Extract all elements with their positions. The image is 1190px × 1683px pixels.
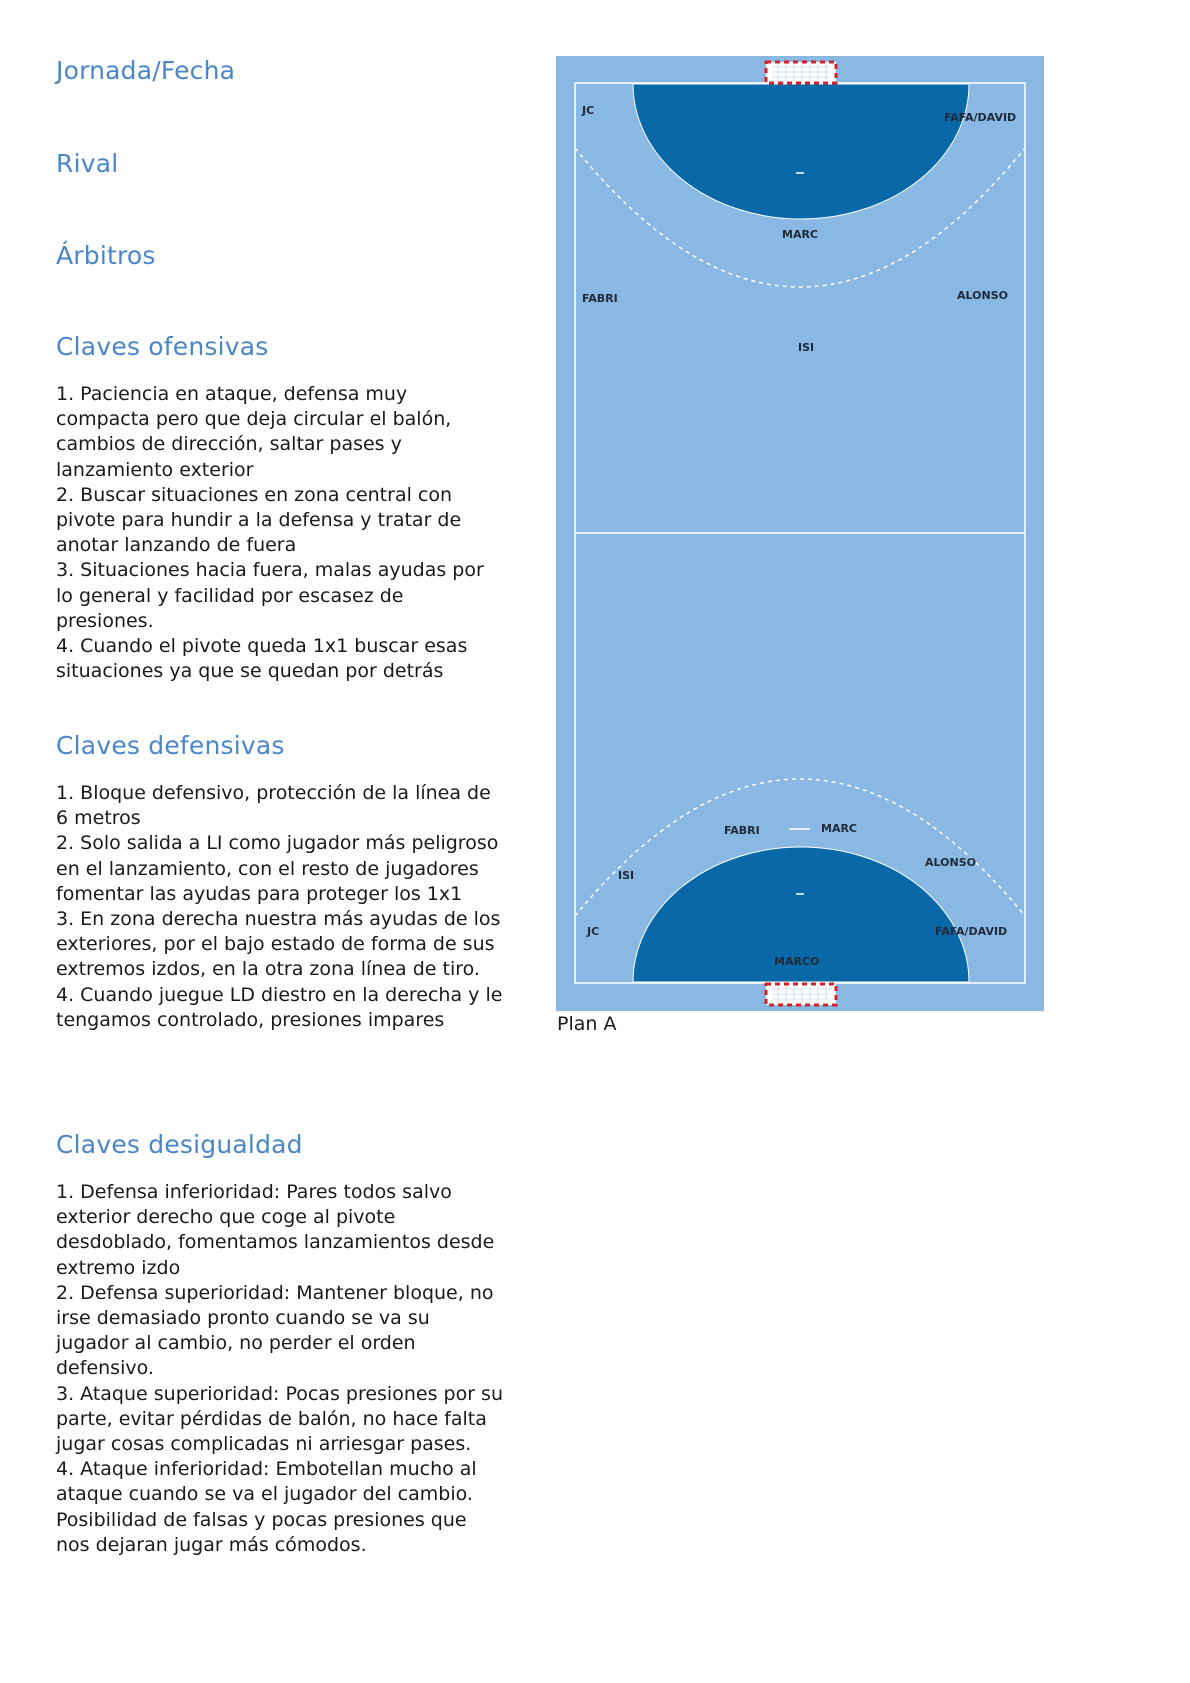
offensive-keys-section: [56, 332, 506, 684]
defensive-keys-section: [56, 731, 506, 1033]
defensive-key-item: 4. Cuando juegue LD diestro en la derecha y le tengamos controlado, presiones impares: [56, 983, 503, 1031]
offensive-key-item: 1. Paciencia en ataque, defensa muy compacta pero que deja circular el balón, cambios de dirección, saltar pases y lanzamiento exterior: [56, 383, 452, 481]
player-label-jc-bottom: JC: [587, 925, 600, 938]
player-label-fabri-top: FABRI: [582, 292, 618, 305]
offensive-key-item: 3. Situaciones hacia fuera, malas ayudas por lo general y facilidad por escasez de presiones.: [56, 559, 484, 632]
player-label-marco-bottom: MARCO: [774, 955, 820, 968]
player-label-fafa-david-bottom: FAFA/DAVID: [935, 925, 1008, 938]
offensive-keys-title: Claves ofensivas: [56, 332, 269, 361]
handball-court-diagram: [556, 56, 1044, 1011]
player-label-fabri-bottom: FABRI: [724, 824, 760, 837]
inequality-keys-section: [56, 1130, 506, 1558]
player-label-alonso-bottom: ALONSO: [925, 856, 976, 869]
top-goal: [766, 62, 836, 83]
inequality-keys-title: Claves desigualdad: [56, 1130, 303, 1159]
player-label-alonso-top: ALONSO: [957, 289, 1008, 302]
offensive-key-item: 2. Buscar situaciones en zona central con pivote para hundir a la defensa y tratar de anotar lanzando de fuera: [56, 483, 462, 557]
court-svg: [556, 56, 1044, 1011]
bottom-goal: [766, 984, 836, 1005]
inequality-key-item: 2. Defensa superioridad: Mantener bloque, no irse demasiado pronto cuando se va su jugador al cambio, no perder el orden defensivo.: [56, 1281, 494, 1380]
player-label-jc-top: JC: [582, 104, 595, 117]
player-label-isi-top: ISI: [798, 341, 815, 354]
court-caption: Plan A: [557, 1013, 617, 1035]
jornada-heading: Jornada/Fecha: [56, 56, 236, 85]
defensive-key-item: 1. Bloque defensivo, protección de la línea de 6 metros: [56, 782, 491, 830]
player-label-fafa-david-top: FAFA/DAVID: [944, 111, 1017, 124]
player-label-marc-bottom: MARC: [821, 822, 858, 835]
arbitros-heading: Árbitros: [56, 241, 156, 270]
inequality-key-item: 3. Ataque superioridad: Pocas presiones por su parte, evitar pérdidas de balón, no hace falta jugar cosas complicadas ni arriesgar pases.: [56, 1382, 503, 1456]
inequality-key-item: 1. Defensa inferioridad: Pares todos salvo exterior derecho que coge al pivote desdoblado, fomentamos lanzamientos desde extremo izdo: [56, 1181, 495, 1279]
player-label-marc-top: MARC: [782, 228, 819, 241]
inequality-key-item: 4. Ataque inferioridad: Embotellan mucho al ataque cuando se va el jugador del cambio. Posibilidad de falsas y pocas presiones que nos dejaran jugar más cómodos.: [56, 1458, 477, 1556]
defensive-key-item: 2. Solo salida a LI como jugador más peligroso en el lanzamiento, con el resto de jugadores fomentar las ayudas para proteger los 1x1: [56, 832, 499, 905]
rival-heading: Rival: [56, 149, 119, 178]
defensive-keys-title: Claves defensivas: [56, 731, 285, 760]
offensive-key-item: 4. Cuando el pivote queda 1x1 buscar esas situaciones ya que se quedan por detrás: [56, 635, 468, 683]
defensive-key-item: 3. En zona derecha nuestra más ayudas de los exteriores, por el bajo estado de forma de sus extremos izdos, en la otra zona línea de tiro.: [56, 908, 501, 981]
player-label-isi-bottom: ISI: [618, 869, 635, 882]
